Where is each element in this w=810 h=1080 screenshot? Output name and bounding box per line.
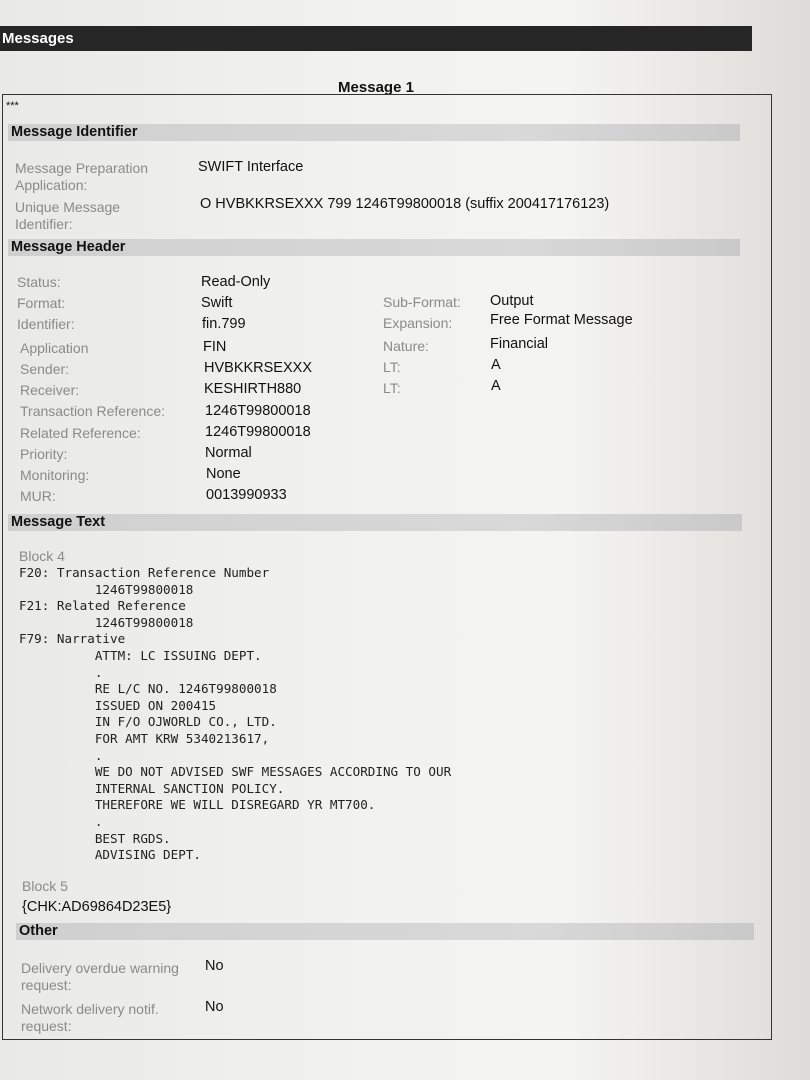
section-message-identifier: Message Identifier (8, 124, 740, 141)
lt-label-2: LT: (383, 380, 401, 396)
section-message-text: Message Text (8, 514, 742, 531)
nature-value: Financial (490, 336, 549, 352)
network-delivery-label: Network delivery notif. request: (21, 1001, 159, 1034)
status-label: Status: (17, 274, 61, 290)
stars-marker: *** (6, 100, 19, 112)
prep-app-value: SWIFT Interface (198, 159, 304, 175)
expansion-label: Expansion: (383, 315, 453, 331)
nature-label: Nature: (383, 338, 429, 354)
trn-label: Transaction Reference: (20, 403, 165, 419)
monitoring-label: Monitoring: (20, 467, 90, 483)
block4-body: F20: Transaction Reference Number 1246T99800018 F21: Related Reference 1246T99800018 F79: Narrative ATTM: LC ISSUING DEPT. . RE L/C NO. 1246T99800018 ISSUED ON 200415 IN F/O OJWORLD CO., LTD. FOR AMT KRW 5340213617, . WE DO NOT ADVISED SWF MESSAGES ACCORDING TO OUR INTERNAL SANCTION POLICY. THEREFORE WE WILL DISREGARD YR MT700. . BEST RGDS. ADVISING DEPT. (19, 565, 452, 863)
messages-title-bar: Messages (0, 26, 752, 51)
lt-value-2: A (491, 378, 501, 394)
section-other: Other (16, 923, 754, 940)
section-message-header: Message Header (8, 239, 740, 256)
umid-label: Unique Message Identifier: (15, 199, 121, 232)
format-value: Swift (201, 295, 233, 311)
priority-label: Priority: (20, 446, 68, 462)
application-label: Application (20, 340, 89, 356)
application-value: FIN (203, 339, 227, 355)
identifier-label: Identifier: (17, 316, 75, 332)
monitoring-value: None (206, 466, 241, 482)
subformat-label: Sub-Format: (383, 294, 461, 310)
format-label: Format: (17, 295, 66, 311)
receiver-value: KESHIRTH880 (204, 381, 302, 397)
receiver-label: Receiver: (20, 382, 80, 398)
related-label: Related Reference: (20, 425, 141, 441)
mur-label: MUR: (20, 488, 56, 504)
status-value: Read-Only (201, 274, 271, 290)
sender-label: Sender: (20, 361, 70, 377)
delivery-overdue-label: Delivery overdue warning request: (21, 960, 179, 993)
related-value: 1246T99800018 (205, 424, 311, 440)
expansion-value: Free Format Message (490, 312, 633, 328)
sender-value: HVBKKRSEXXX (204, 360, 312, 376)
subformat-value: Output (490, 293, 534, 309)
umid-value: O HVBKKRSEXXX 799 1246T99800018 (suffix 200417176123) (200, 196, 610, 212)
network-delivery-value: No (205, 999, 224, 1015)
trn-value: 1246T99800018 (205, 403, 311, 419)
prep-app-label: Message Preparation Application: (15, 160, 149, 193)
message-title: Message 1 (338, 79, 414, 96)
block4-label: Block 4 (19, 548, 65, 564)
priority-value: Normal (205, 445, 252, 461)
identifier-value: fin.799 (202, 316, 246, 332)
block5-value: {CHK:AD69864D23E5} (22, 899, 172, 915)
lt-value-1: A (491, 357, 501, 373)
lt-label-1: LT: (383, 359, 401, 375)
delivery-overdue-value: No (205, 958, 224, 974)
mur-value: 0013990933 (206, 487, 287, 503)
block5-label: Block 5 (22, 878, 68, 894)
